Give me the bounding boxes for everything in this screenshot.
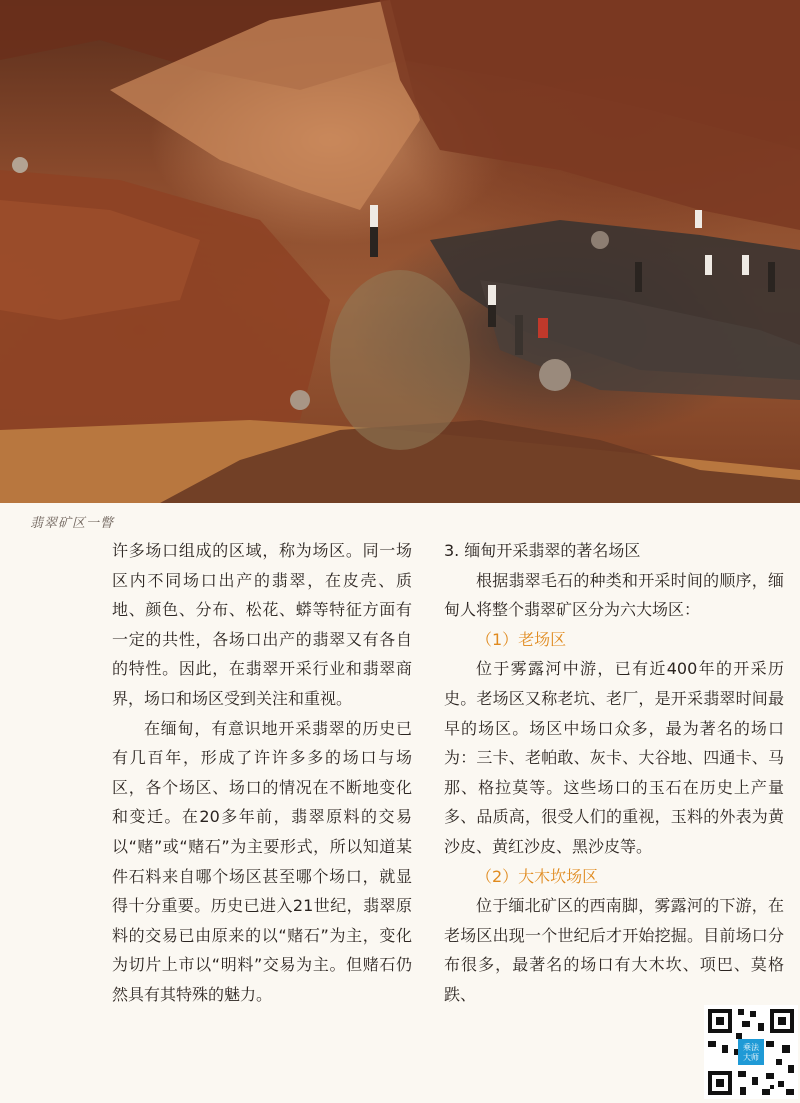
area2-paragraph: 位于缅北矿区的西南脚，雾露河的下游，在老场区出现一个世纪后才开始挖掘。目前场口分布很多，最著名的场口有大木坎、项巴、莫格跌、: [444, 896, 784, 1004]
jade-mine-photo: [0, 0, 800, 503]
qr-label-line1: 乘法: [743, 1043, 759, 1052]
mine-scene-illustration: [0, 0, 800, 503]
qr-code-icon: [704, 1005, 798, 1099]
area1-paragraph: 位于雾露河中游，已有近400年的开采历史。老场区又称老坑、老厂，是开采翡翠时间最早的场区。场区中场口众多，最为著名的场口为：三卡、老帕敢、灰卡、大谷地、四通卡、马那、格拉莫等。这些场口的玉石在历史上产量多、品质高，很受人们的重视，玉料的外表为黄沙皮、黄红沙皮、黑沙皮等。: [444, 659, 784, 856]
photo-caption: 翡翠矿区一瞥: [30, 516, 115, 531]
area1-title: （1）老场区: [476, 629, 567, 649]
left-paragraph-2: 在缅甸，有意识地开采翡翠的历史已有几百年，形成了许许多多的场口与场区，各个场区、场口的情况在不断地变化和变迁。在20多年前，翡翠原料的交易以“赌”或“赌石”为主要形式，所以知道某件石料来自哪个场区甚至哪个场口，就显得十分重要。历史已进入21世纪，翡翠原料的交易已由原来的以“赌石”为主，变化为切片上市以“明料”交易为主。但赌石仍然具有其特殊的魅力。: [112, 718, 412, 1004]
area2-title: （2）大木坎场区: [476, 866, 599, 886]
qr-label-line2: 大师: [743, 1053, 759, 1062]
intro-paragraph: 根据翡翠毛石的种类和开采时间的顺序，缅甸人将整个翡翠矿区分为六大场区：: [444, 570, 784, 620]
section-title: 3. 缅甸开采翡翠的著名场区: [444, 541, 641, 560]
right-text-column: [444, 536, 784, 1010]
left-text-column: [112, 536, 412, 1010]
left-paragraph-1: 许多场口组成的区域，称为场区。同一场区内不同场口出产的翡翠，在皮壳、质地、颜色、分布、松花、蟒等特征方面有一定的共性，各场口出产的翡翠又有各自的特性。因此，在翡翠开采行业和翡翠商界，场口和场区受到关注和重视。: [112, 541, 412, 708]
